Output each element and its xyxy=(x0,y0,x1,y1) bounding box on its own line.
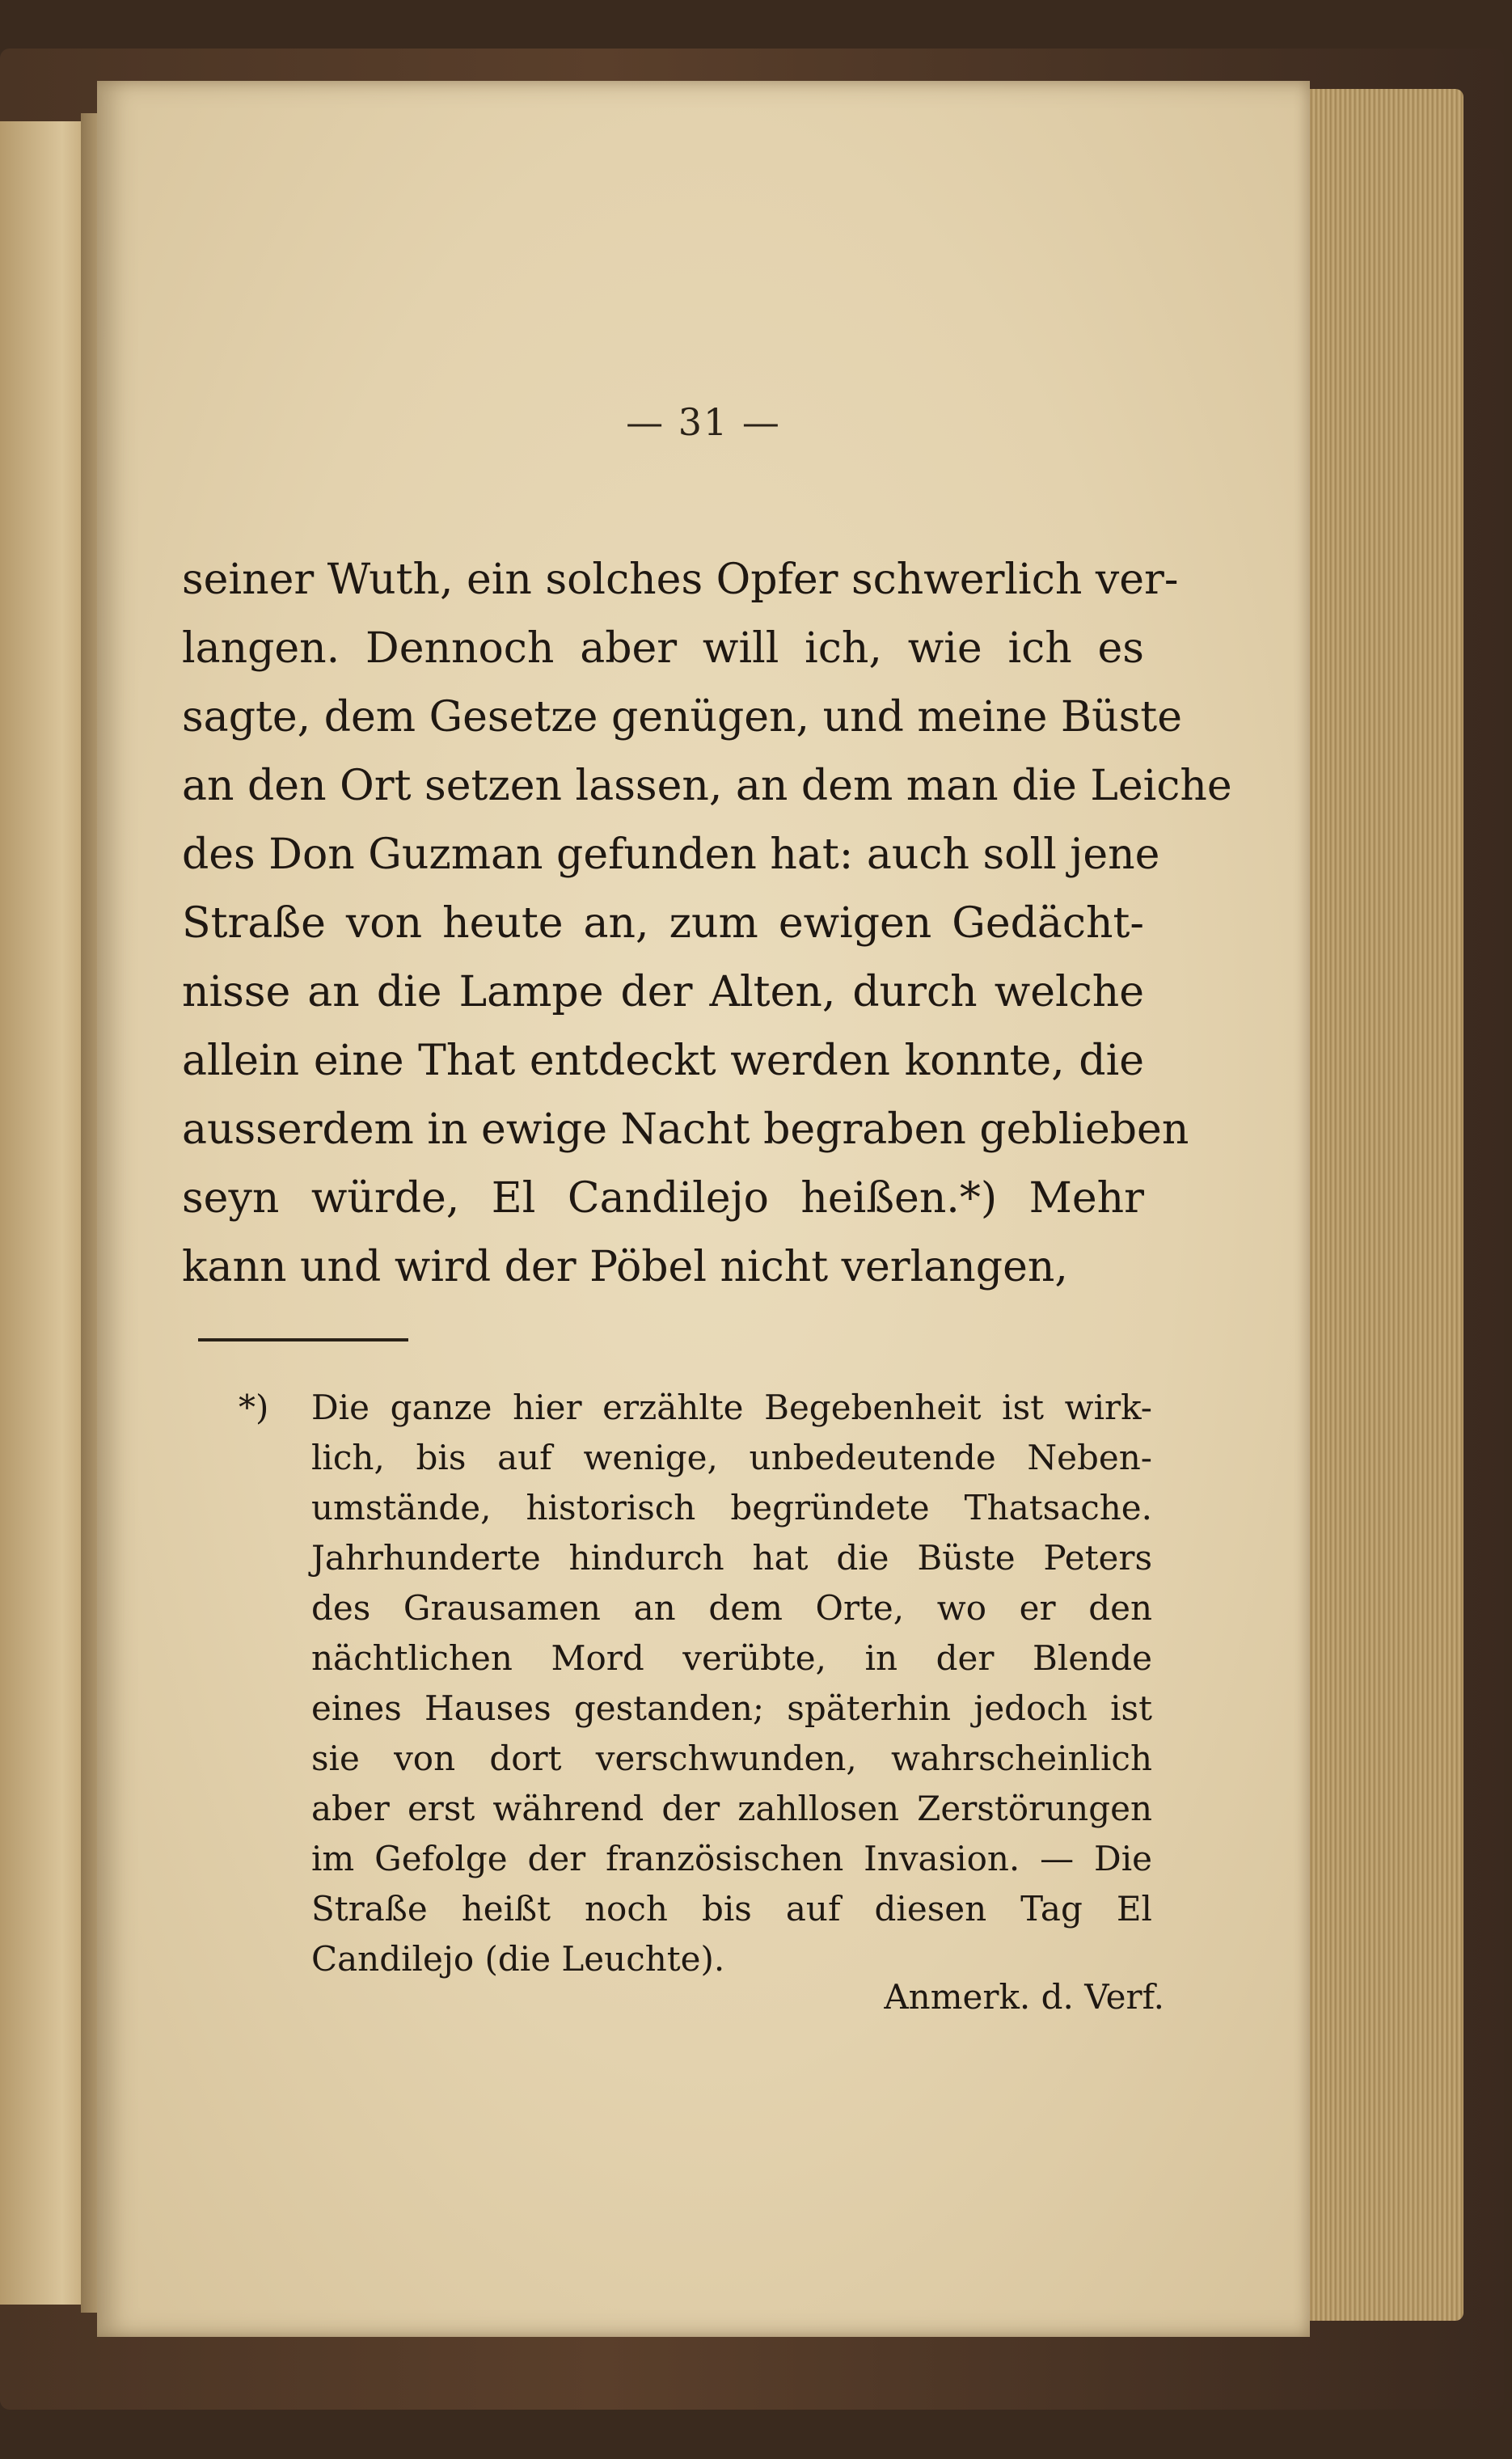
footnote-line: Candilejo (die Leuchte). xyxy=(311,1939,725,1979)
footnote-line: lich, bis auf wenige, unbedeutende Neben- xyxy=(311,1438,1152,1477)
footnote-line: nächtlichen Mord verübte, in der Blende xyxy=(311,1638,1152,1678)
book-page xyxy=(97,81,1310,2337)
footnote-line: sie von dort verschwunden, wahrscheinlich xyxy=(311,1739,1152,1778)
footnote-line: eines Hauses gestanden; späterhin jedoch ist xyxy=(311,1688,1152,1728)
footnote xyxy=(239,1383,1152,1984)
footnote-line: Jahrhunderte hindurch hat die Büste Peters xyxy=(311,1538,1152,1578)
footnote-line: im Gefolge der französischen Invasion. — Die xyxy=(311,1839,1152,1878)
body-text xyxy=(182,546,1232,1302)
body-line: nisse an die Lampe der Alten, durch welche xyxy=(182,968,1144,1016)
page-number: — 31 — xyxy=(626,400,781,444)
body-line: sagte, dem Gesetze genügen, und meine Büste xyxy=(182,693,1182,742)
left-page-edge xyxy=(0,121,89,2305)
body-line: Straße von heute an, zum ewigen Gedächt- xyxy=(182,899,1144,948)
footnote-line: umstände, historisch begründete Thatsache. xyxy=(311,1488,1152,1527)
body-line: seyn würde, El Candilejo heißen.*) Mehr xyxy=(182,1174,1144,1223)
footnote-divider xyxy=(198,1338,408,1341)
body-line: seiner Wuth, ein solches Opfer schwerlich ver- xyxy=(182,556,1179,604)
footnote-line: des Grausamen an dem Orte, wo er den xyxy=(311,1588,1152,1628)
footnote-line: aber erst während der zahllosen Zerstörungen xyxy=(311,1789,1152,1828)
footnote-line-text: Die ganze hier erzählte Begebenheit ist wirk- xyxy=(311,1388,1152,1427)
body-line: allein eine That entdeckt werden konnte, die xyxy=(182,1037,1144,1085)
footnote-marker: *) xyxy=(239,1388,269,1427)
footnote-line: Straße heißt noch bis auf diesen Tag El xyxy=(311,1889,1152,1929)
page-block-edges xyxy=(1302,89,1463,2321)
footnote-line xyxy=(239,1383,1152,1433)
body-line: langen. Dennoch aber will ich, wie ich es xyxy=(182,624,1144,673)
body-line: an den Ort setzen lassen, an dem man die Leiche xyxy=(182,762,1232,810)
footnote-signature: Anmerk. d. Verf. xyxy=(884,1977,1164,2017)
body-line: kann und wird der Pöbel nicht verlangen, xyxy=(182,1243,1068,1291)
body-line: ausserdem in ewige Nacht begraben geblieben xyxy=(182,1105,1189,1154)
body-line: des Don Guzman gefunden hat: auch soll jene xyxy=(182,830,1160,879)
